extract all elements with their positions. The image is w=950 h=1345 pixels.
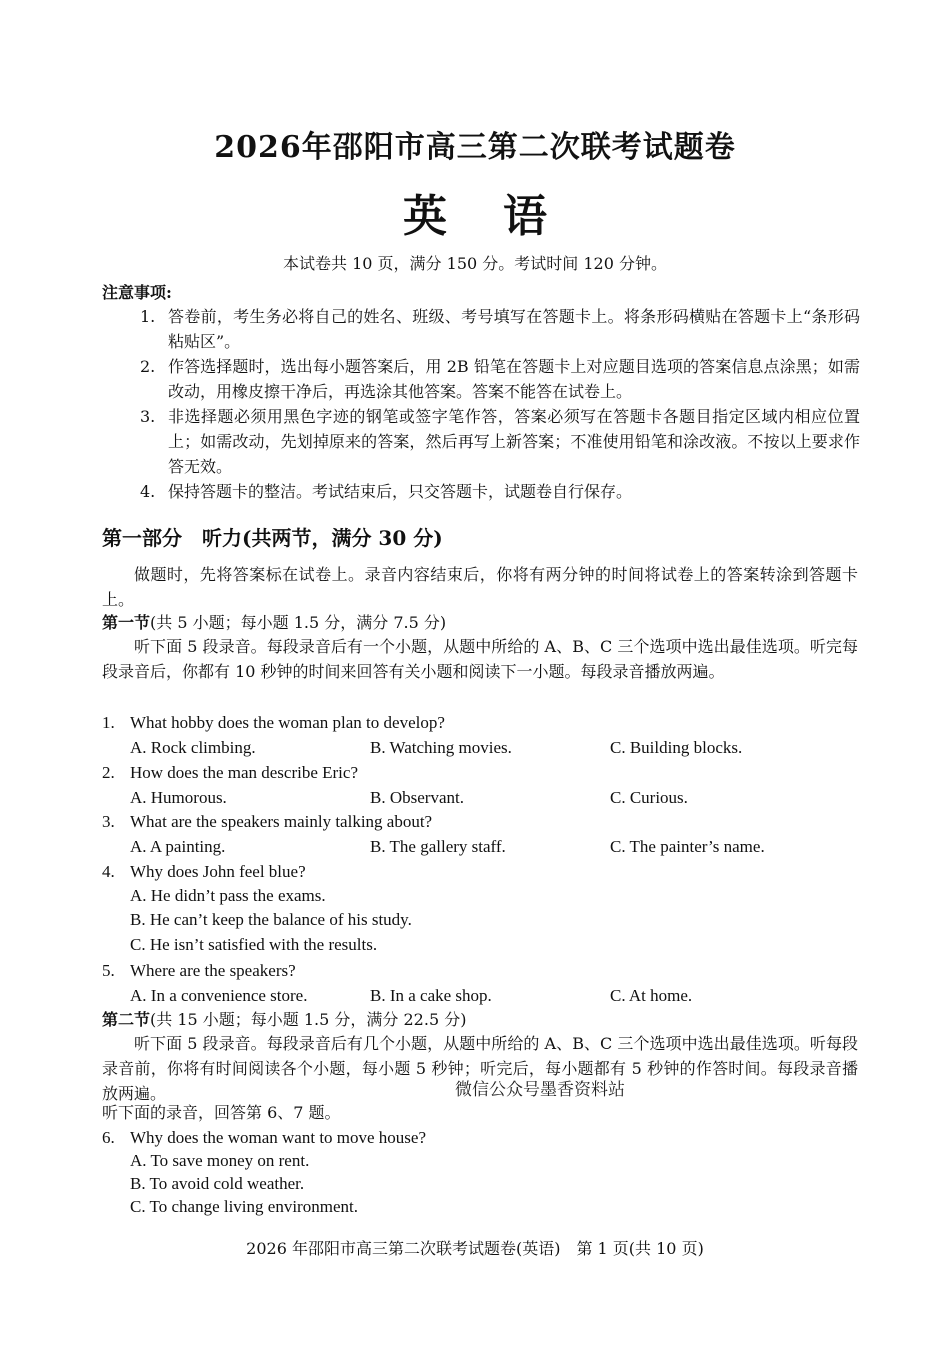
question-text: Why does John feel blue? bbox=[130, 862, 306, 881]
question-text: What hobby does the woman plan to develop? bbox=[130, 713, 445, 732]
watermark-text: 微信公众号墨香资料站 bbox=[455, 1080, 625, 1100]
option-a[interactable]: A. To save money on rent. bbox=[130, 1151, 310, 1170]
notice-text: 非选择题必须用黑色字迹的钢笔或签字笔作答，答案必须写在答题卡各题目指定区域内相应位置上；如需改动，先划掉原来的答案，然后再写上新答案；不准使用铅笔和涂改液。不按以上要求作答无效。 bbox=[168, 407, 860, 476]
option-c[interactable]: C. He isn’t satisfied with the results. bbox=[130, 935, 378, 954]
question bbox=[102, 958, 296, 983]
question-text: What are the speakers mainly talking about? bbox=[130, 812, 433, 831]
notice-item bbox=[140, 354, 860, 404]
section2-sub-instruction: 听下面的录音，回答第 6、7 题。 bbox=[102, 1103, 341, 1122]
option-c[interactable]: C. At home. bbox=[610, 986, 693, 1005]
section1-heading bbox=[102, 610, 446, 635]
subject-char: 语 bbox=[503, 191, 547, 242]
notice-text: 答卷前，考生务必将自己的姓名、班级、考号填写在答题卡上。将条形码横贴在答题卡上“条形码粘贴区”。 bbox=[168, 307, 860, 351]
notice-item bbox=[140, 479, 860, 504]
option-b[interactable]: B. To avoid cold weather. bbox=[130, 1174, 305, 1193]
page-footer: 2026 年邵阳市高三第二次联考试题卷(英语) 第 1 页(共 10 页) bbox=[246, 1239, 704, 1258]
option-b[interactable]: B. He can’t keep the balance of his study. bbox=[130, 910, 412, 929]
question-number: 2. bbox=[102, 763, 115, 782]
part1-instruction: 做题时，先将答案标在试卷上。录音内容结束后，你将有两分钟的时间将试卷上的答案转涂到答题卡上。 bbox=[102, 565, 858, 609]
notice-title: 注意事项: bbox=[102, 283, 172, 302]
question bbox=[102, 710, 445, 735]
question bbox=[102, 760, 358, 785]
option-c[interactable]: C. To change living environment. bbox=[130, 1197, 358, 1216]
option-b[interactable]: B. The gallery staff. bbox=[370, 837, 506, 856]
option-a[interactable]: A. He didn’t pass the exams. bbox=[130, 886, 326, 905]
notice-number: 4. bbox=[140, 482, 156, 501]
question-text: Where are the speakers? bbox=[130, 961, 296, 980]
notice-list bbox=[140, 304, 860, 504]
question-number: 1. bbox=[102, 713, 115, 732]
part1-title: 第一部分 听力(共两节，满分 30 分) bbox=[102, 526, 443, 550]
section1-info: (共 5 小题；每小题 1.5 分，满分 7.5 分) bbox=[150, 613, 447, 632]
option-b[interactable]: B. Watching movies. bbox=[370, 738, 512, 757]
subject-char: 英 bbox=[403, 191, 447, 242]
question-number: 5. bbox=[102, 961, 115, 980]
question bbox=[102, 859, 306, 884]
option-c[interactable]: C. Building blocks. bbox=[610, 738, 743, 757]
section2-label: 第二节 bbox=[102, 1010, 151, 1029]
question bbox=[102, 809, 432, 834]
option-a[interactable]: A. Humorous. bbox=[130, 788, 227, 807]
option-b[interactable]: B. Observant. bbox=[370, 788, 464, 807]
option-a[interactable]: A. A painting. bbox=[130, 837, 226, 856]
section2-instruction: 听下面 5 段录音。每段录音后有几个小题，从题中所给的 A、B、C 三个选项中选出最佳选项。听每段录音前，你将有时间阅读各个小题，每小题 5 秒钟；听完后，每小题都有 5 秒钟的作答时间。每段录音播放两遍。 bbox=[102, 1034, 858, 1103]
notice-number: 1. bbox=[140, 307, 156, 326]
notice-number: 3. bbox=[140, 407, 156, 426]
question-number: 6. bbox=[102, 1128, 115, 1147]
exam-title: 2026年邵阳市高三第二次联考试题卷 bbox=[214, 130, 736, 165]
section2-info: (共 15 小题；每小题 1.5 分，满分 22.5 分) bbox=[150, 1010, 467, 1029]
section1-label: 第一节 bbox=[102, 613, 151, 632]
notice-item bbox=[140, 304, 860, 354]
option-a[interactable]: A. In a convenience store. bbox=[130, 986, 308, 1005]
option-a[interactable]: A. Rock climbing. bbox=[130, 738, 256, 757]
notice-text: 保持答题卡的整洁。考试结束后，只交答题卡，试题卷自行保存。 bbox=[168, 482, 633, 501]
section1-instruction: 听下面 5 段录音。每段录音后有一个小题，从题中所给的 A、B、C 三个选项中选出最佳选项。听完每段录音后，你都有 10 秒钟的时间来回答有关小题和阅读下一小题。每段录音播放两遍。 bbox=[102, 637, 858, 681]
notice-item bbox=[140, 404, 860, 479]
question-text: How does the man describe Eric? bbox=[130, 763, 358, 782]
question-text: Why does the woman want to move house? bbox=[130, 1128, 427, 1147]
question-number: 4. bbox=[102, 862, 115, 881]
option-c[interactable]: C. The painter’s name. bbox=[610, 837, 765, 856]
exam-intro: 本试卷共 10 页，满分 150 分。考试时间 120 分钟。 bbox=[283, 254, 667, 273]
notice-text: 作答选择题时，选出每小题答案后，用 2B 铅笔在答题卡上对应题目选项的答案信息点涂黑；如需改动，用橡皮擦干净后，再选涂其他答案。答案不能答在试卷上。 bbox=[168, 357, 860, 401]
notice-number: 2. bbox=[140, 357, 156, 376]
section2-heading bbox=[102, 1007, 466, 1032]
question bbox=[102, 1125, 426, 1150]
subject-title bbox=[0, 180, 950, 244]
option-b[interactable]: B. In a cake shop. bbox=[370, 986, 492, 1005]
option-c[interactable]: C. Curious. bbox=[610, 788, 688, 807]
question-number: 3. bbox=[102, 812, 115, 831]
